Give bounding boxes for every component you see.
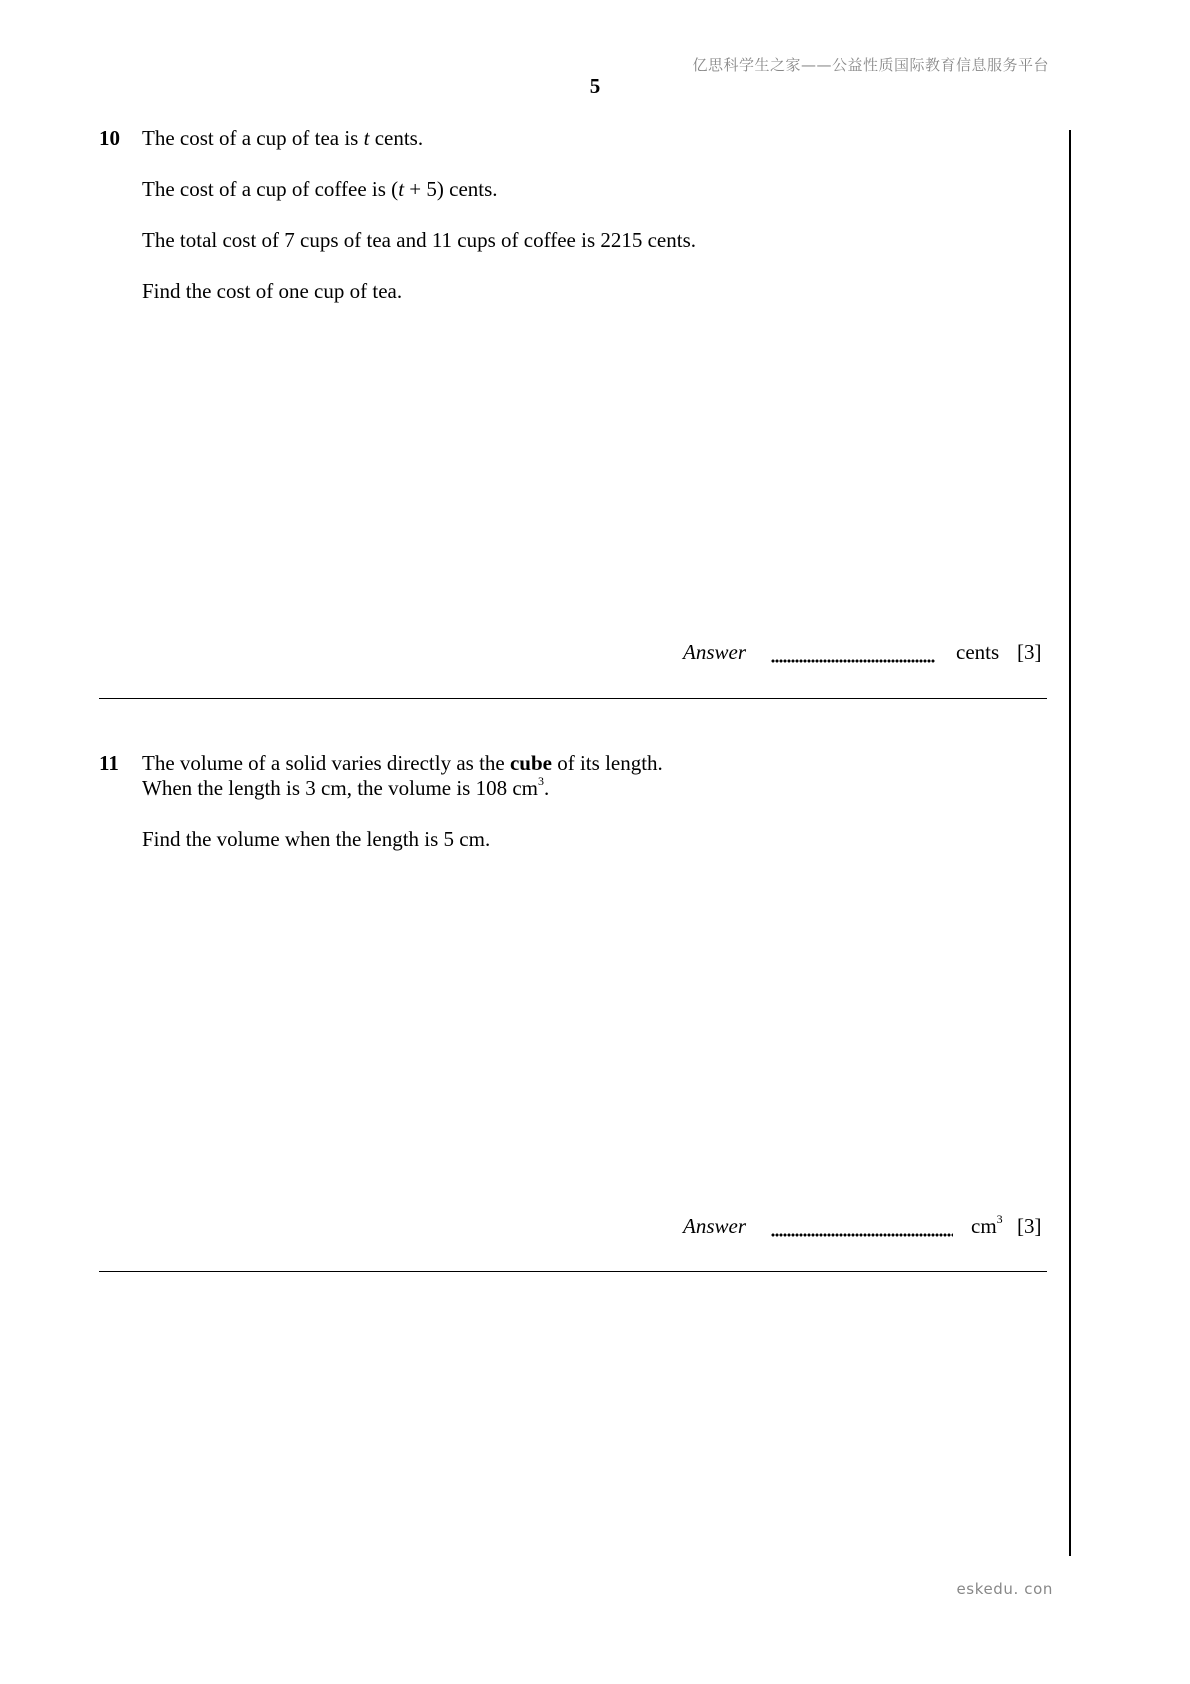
question-divider	[99, 1271, 1047, 1272]
answer-label: Answer	[683, 1214, 746, 1238]
header-watermark: 亿思科学生之家——公益性质国际教育信息服务平台	[692, 56, 1049, 74]
answer-label: Answer	[683, 640, 746, 664]
question-text-line: The total cost of 7 cups of tea and 11 cups of coffee is 2215 cents.	[142, 228, 697, 252]
answer-field[interactable]	[771, 1232, 953, 1238]
question-text-line: When the length is 3 cm, the volume is 108 $cm^3$.	[142, 774, 550, 800]
marks-label: [3]	[1017, 640, 1042, 664]
question-text-line: The cost of a cup of tea is t cents.	[142, 126, 424, 150]
question-text-line: The cost of a cup of coffee is (t + 5) cents.	[142, 177, 498, 201]
answer-unit: cents	[956, 640, 1000, 664]
right-margin-line	[1069, 130, 1071, 1556]
footer-site: eskedu. con	[956, 1580, 1053, 1598]
answer-field[interactable]	[771, 658, 935, 664]
page-number: 5	[589, 74, 601, 98]
question-number: 10	[99, 126, 120, 150]
question-text-line: Find the cost of one cup of tea.	[142, 279, 403, 303]
answer-unit: $cm^3$	[971, 1212, 1003, 1238]
question-text-line: Find the volume when the length is 5 cm.	[142, 827, 491, 851]
question-text-line: The volume of a solid varies directly as the cube of its length.	[142, 751, 663, 775]
question-divider	[99, 698, 1047, 699]
question-number: 11	[99, 751, 119, 775]
marks-label: [3]	[1017, 1214, 1042, 1238]
